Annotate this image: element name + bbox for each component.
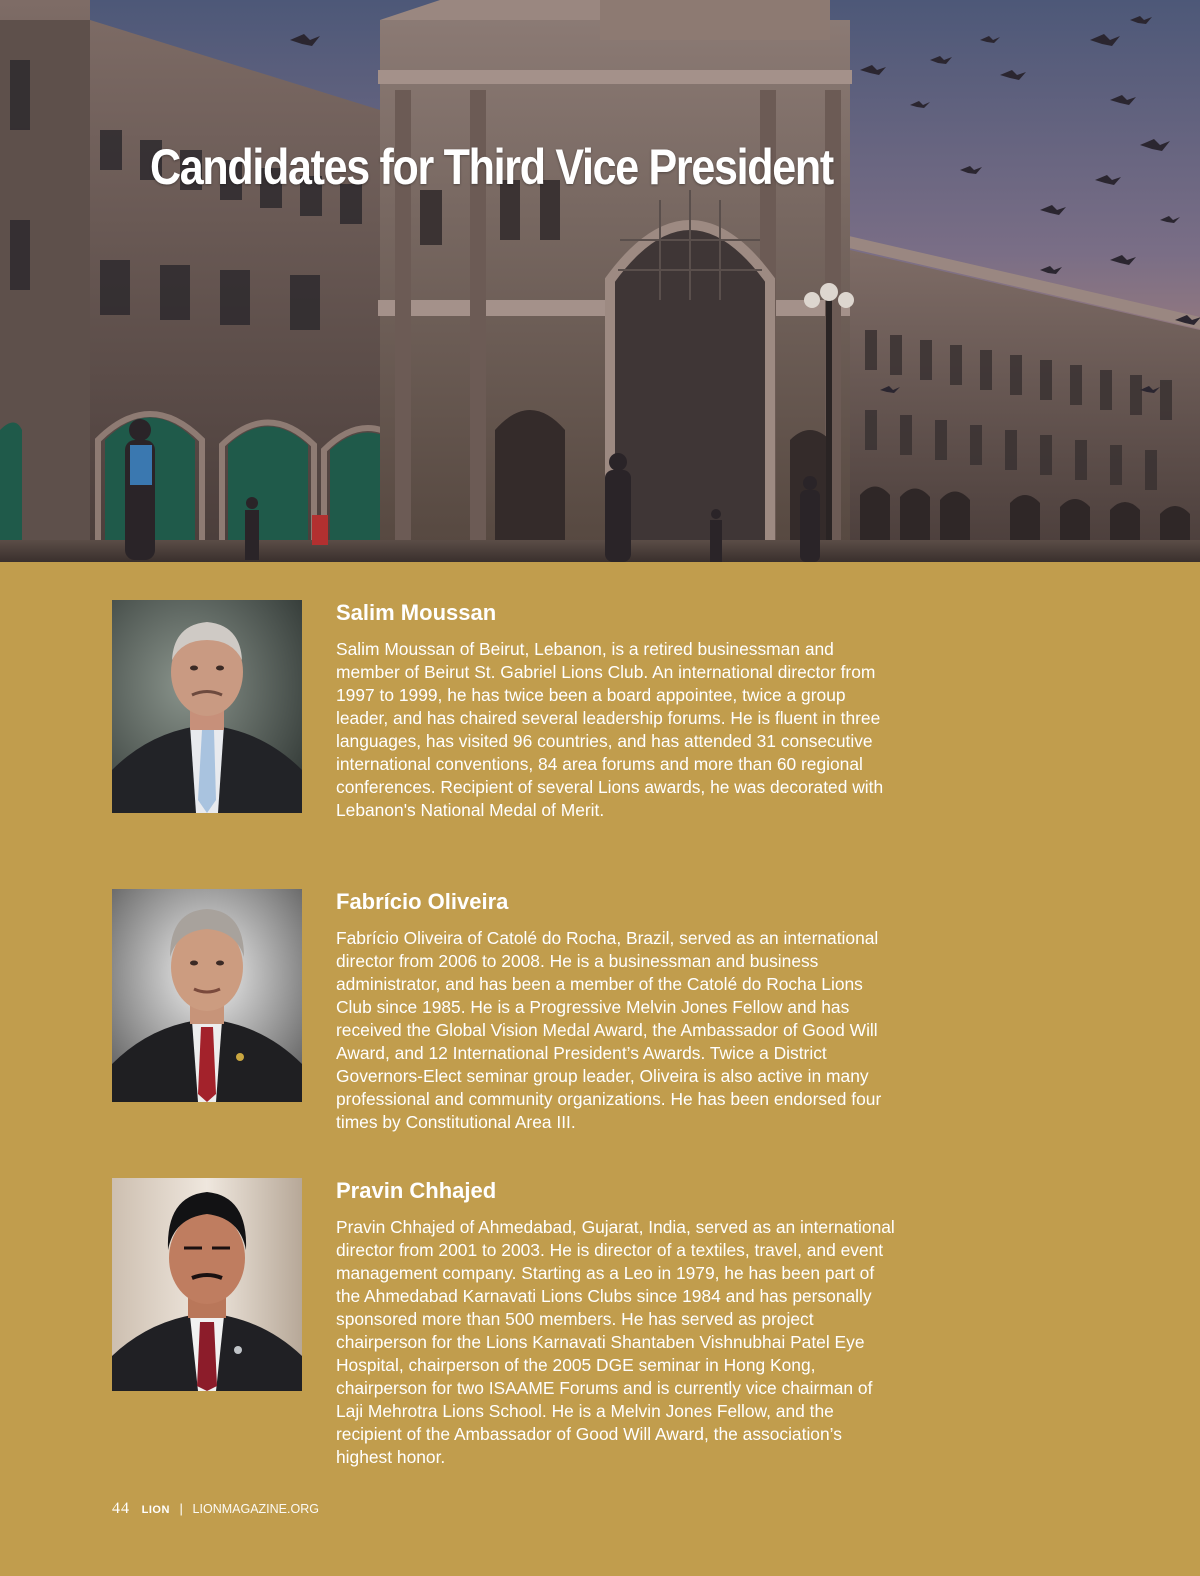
candidate-name: Pravin Chhajed (336, 1178, 497, 1203)
page-title: Candidates for Third Vice President (150, 139, 833, 195)
candidate-bio: Pravin Chhajed of Ahmedabad, Gujarat, India, served as an international director from 2001 to 2003. He is director of a textiles, travel, and event management company. Starting as a Leo in 1979, he has been part of the Ahmedabad Karnavati Lions Clubs since 1984 and has personally sponsored more than 500 members. He has served as project chairperson for the Lions Karnavati Shantaben Vishnubhai Patel Eye Hospital, chairperson of the 2005 DGE seminar in Hong Kong, chairperson for two ISAAME Forums and is currently vice chairman of Laji Mehrotra Lions School. He is a Melvin Jones Fellow, and the recipient of the Ambassador of Good Will Award, the association’s highest honor. (336, 1217, 895, 1467)
candidate-entry (112, 889, 902, 1159)
galleria-building-photo (0, 0, 1200, 562)
page-number: 44 (112, 1500, 130, 1517)
candidate-name: Fabrício Oliveira (336, 889, 509, 914)
candidate-portrait (112, 600, 302, 813)
candidate-portrait (112, 1178, 302, 1391)
candidate-name: Salim Moussan (336, 600, 497, 625)
candidate-entry (112, 1178, 902, 1478)
candidate-bio: Salim Moussan of Beirut, Lebanon, is a retired businessman and member of Beirut St. Gabriel Lions Club. An international director from 1997 to 1999, he has twice been a board appointee, twice a group leader, and has chaired several leadership forums. He is fluent in three languages, has visited 96 countries, and has attended 31 consecutive international conventions, 84 area forums and more than 60 regional conferences. Recipient of several Lions awards, he was decorated with Lebanon's National Medal of Merit. (336, 639, 884, 820)
candidate-entry (112, 600, 902, 830)
website-link[interactable]: LIONMAGAZINE.ORG (192, 1502, 319, 1516)
hero-banner (0, 0, 1200, 562)
page-footer (112, 1500, 319, 1518)
candidate-bio: Fabrício Oliveira of Catolé do Rocha, Brazil, served as an international director from 2006 to 2008. He is a businessman and business administrator, and has been a member of the Catolé do Rocha Lions Club since 1985. He is a Progressive Melvin Jones Fellow and has received the Global Vision Medal Award, the Ambassador of Good Will Award, and 12 International President’s Awards. Twice a District Governors-Elect seminar group leader, Oliveira is also active in many professional and community organizations. He has been endorsed four times by Constitutional Area III. (336, 928, 882, 1132)
candidate-portrait (112, 889, 302, 1102)
magazine-name: LION (141, 1504, 170, 1516)
footer-separator: | (179, 1501, 183, 1516)
